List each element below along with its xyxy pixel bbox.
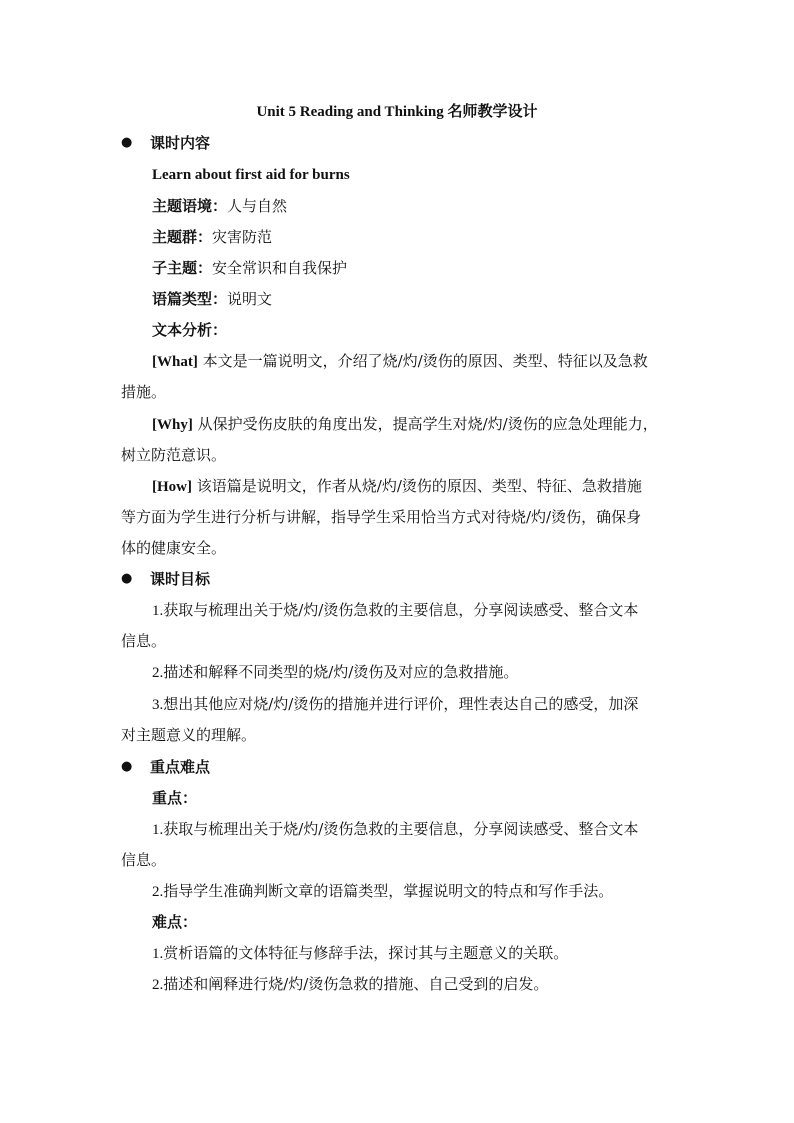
section-bullet-icon: ● — [121, 135, 133, 150]
lesson-topic: Learn about first aid for burns — [152, 167, 350, 183]
section-heading-key-points: 重点难点 — [150, 758, 211, 776]
subtheme-label: 子主题： — [152, 259, 213, 277]
difficulty-2-line1 — [152, 974, 548, 995]
text-analysis-label: 文本分析： — [152, 321, 228, 339]
why-tag: [Why] — [152, 417, 193, 433]
goal-1-line1 — [152, 600, 638, 621]
subtheme-line — [152, 258, 347, 278]
goal-3-line2: 对主题意义的理解。 — [121, 726, 257, 744]
key-point-1-number: 1. — [152, 822, 164, 838]
key-point-2-text: 指导学生准确判断文章的语篇类型，掌握说明文的特点和写作手法。 — [163, 882, 614, 900]
key-point-2-number: 2. — [152, 884, 164, 900]
goal-1-number: 1. — [152, 603, 164, 619]
theme-context-line — [152, 196, 287, 216]
how-paragraph-line3: 体的健康安全。 — [121, 539, 227, 557]
why-paragraph-line1 — [152, 414, 658, 435]
how-paragraph-line2: 等方面为学生进行分析与讲解，指导学生采用恰当方式对待烧/灼/烫伤，确保身 — [121, 508, 642, 526]
what-paragraph-line2: 措施。 — [121, 383, 167, 401]
goal-3-text: 想出其他应对烧/灼/烫伤的措施并进行评价，理性表达自己的感受，加深 — [163, 695, 639, 713]
section-bullet-icon: ● — [121, 759, 133, 774]
key-points-label: 重点： — [152, 789, 198, 807]
subtheme-value: 安全常识和自我保护 — [212, 259, 348, 277]
how-text-1: 该语篇是说明文，作者从烧/灼/烫伤的原因、类型、特征、急救措施 — [196, 477, 642, 495]
genre-label: 语篇类型： — [152, 290, 228, 308]
how-tag: [How] — [152, 479, 192, 495]
section-heading-goals: 课时目标 — [150, 570, 211, 588]
difficulty-2-number: 2. — [152, 977, 164, 993]
key-point-1-line1 — [152, 819, 638, 840]
what-tag: [What] — [152, 354, 198, 370]
difficulty-1-line1 — [152, 943, 568, 964]
key-point-1-text: 获取与梳理出关于烧/灼/烫伤急救的主要信息，分享阅读感受、整合文本 — [163, 820, 639, 838]
theme-group-label: 主题群： — [152, 228, 213, 246]
how-paragraph-line1 — [152, 476, 642, 497]
goal-2-text: 描述和解释不同类型的烧/灼/烫伤及对应的急救措施。 — [163, 663, 519, 681]
goal-1-text: 获取与梳理出关于烧/灼/烫伤急救的主要信息，分享阅读感受、整合文本 — [163, 601, 639, 619]
key-point-1-line2: 信息。 — [121, 851, 167, 869]
theme-context-value: 人与自然 — [227, 197, 288, 215]
difficulties-label: 难点： — [152, 913, 198, 931]
difficulty-2-text: 描述和阐释进行烧/灼/烫伤急救的措施、自己受到的启发。 — [163, 975, 549, 993]
why-paragraph-line2: 树立防范意识。 — [121, 446, 227, 464]
section-bullet-icon: ● — [121, 571, 133, 586]
difficulty-1-number: 1. — [152, 946, 164, 962]
theme-group-line — [152, 227, 272, 247]
goal-3-number: 3. — [152, 697, 164, 713]
genre-line — [152, 289, 272, 309]
goal-2-line1 — [152, 662, 518, 683]
why-text-1: 从保护受伤皮肤的角度出发，提高学生对烧/灼/烫伤的应急处理能力， — [197, 415, 658, 433]
theme-context-label: 主题语境： — [152, 197, 228, 215]
section-heading-content: 课时内容 — [150, 134, 211, 152]
theme-group-value: 灾害防范 — [212, 228, 273, 246]
what-paragraph-line1 — [152, 351, 648, 372]
document-title: Unit 5 Reading and Thinking 名师教学设计 — [256, 104, 538, 120]
goal-1-line2: 信息。 — [121, 632, 167, 650]
difficulty-1-text: 赏析语篇的文体特征与修辞手法，探讨其与主题意义的关联。 — [163, 944, 569, 962]
what-text-1: 本文是一篇说明文，介绍了烧/灼/烫伤的原因、类型、特征以及急救 — [202, 352, 648, 370]
goal-2-number: 2. — [152, 665, 164, 681]
goal-3-line1 — [152, 694, 638, 715]
genre-value: 说明文 — [227, 290, 273, 308]
key-point-2-line1 — [152, 881, 613, 902]
